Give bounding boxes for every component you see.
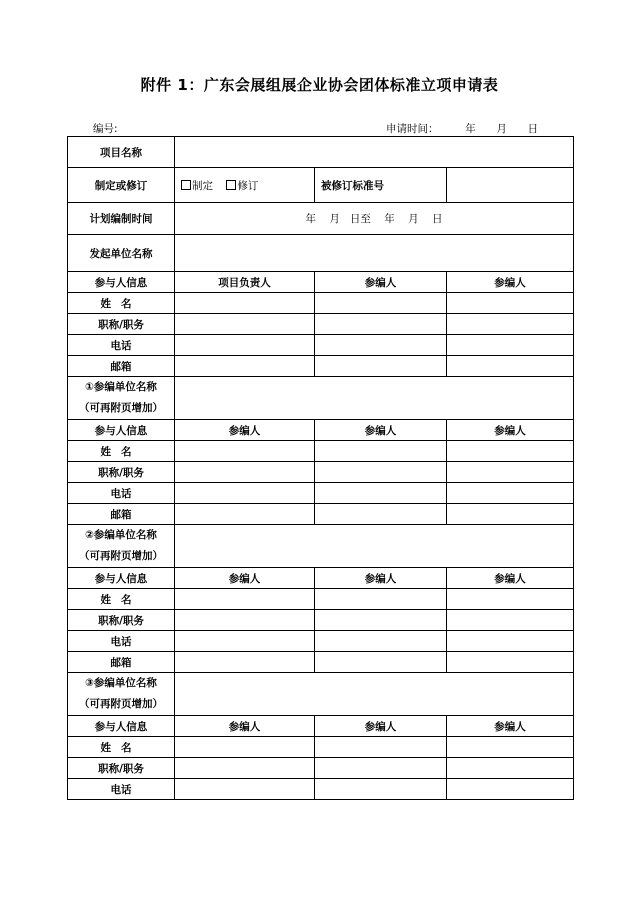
project-name-label: 项目名称	[68, 137, 175, 168]
input-cell[interactable]	[315, 293, 447, 314]
unit2-name-label: ②参编单位名称	[85, 529, 157, 541]
input-cell[interactable]	[447, 631, 574, 652]
email-label: 邮箱	[68, 504, 175, 525]
phone-label: 电话	[68, 779, 175, 800]
input-cell[interactable]	[315, 652, 447, 673]
input-cell[interactable]	[315, 356, 447, 377]
phone-label: 电话	[68, 335, 175, 356]
number-label: 编号:	[93, 123, 118, 135]
input-cell[interactable]	[315, 631, 447, 652]
sponsor-unit-label: 发起单位名称	[68, 235, 175, 272]
unit1-name-label: ①参编单位名称	[85, 381, 157, 393]
revised-std-no-field[interactable]	[447, 168, 574, 203]
option-revise-label: 修订	[237, 179, 259, 192]
project-leader-header: 项目负责人	[175, 272, 315, 293]
checkbox-icon[interactable]	[181, 180, 191, 190]
option-make[interactable]	[181, 180, 213, 192]
revised-std-no-label: 被修订标准号	[315, 168, 447, 203]
option-revise[interactable]	[226, 180, 258, 192]
plan-time-value[interactable]: 年 月 日至 年 月 日	[175, 203, 574, 235]
title-position-label: 职称/职务	[68, 758, 175, 779]
title-position-row	[68, 758, 574, 779]
input-cell[interactable]	[447, 610, 574, 631]
input-cell[interactable]	[175, 779, 315, 800]
unit1-field[interactable]	[175, 377, 574, 420]
editor-header: 参编人	[315, 420, 447, 441]
editor-header: 参编人	[315, 716, 447, 737]
title-position-label: 职称/职务	[68, 314, 175, 335]
participant-header-row	[68, 568, 574, 589]
input-cell[interactable]	[315, 504, 447, 525]
email-label: 邮箱	[68, 356, 175, 377]
unit3-name-label: ③参编单位名称	[85, 677, 157, 689]
project-name-row	[68, 137, 574, 168]
email-label: 邮箱	[68, 652, 175, 673]
input-cell[interactable]	[175, 356, 315, 377]
input-cell[interactable]	[175, 737, 315, 758]
input-cell[interactable]	[315, 737, 447, 758]
editor-header: 参编人	[447, 272, 574, 293]
input-cell[interactable]	[175, 589, 315, 610]
input-cell[interactable]	[315, 314, 447, 335]
name-label: 姓名	[68, 293, 175, 314]
input-cell[interactable]	[175, 314, 315, 335]
page-title: 附件 1：广东会展组展企业协会团体标准立项申请表	[140, 76, 499, 94]
input-cell[interactable]	[447, 314, 574, 335]
input-cell[interactable]	[315, 779, 447, 800]
input-cell[interactable]	[315, 441, 447, 462]
input-cell[interactable]	[315, 610, 447, 631]
title-position-label: 职称/职务	[68, 462, 175, 483]
input-cell[interactable]	[447, 335, 574, 356]
phone-row	[68, 631, 574, 652]
input-cell[interactable]	[447, 356, 574, 377]
apply-month: 月	[496, 123, 507, 135]
project-name-field[interactable]	[175, 137, 574, 168]
name-row	[68, 589, 574, 610]
unit2-row	[68, 525, 574, 568]
editor-header: 参编人	[175, 568, 315, 589]
input-cell[interactable]	[447, 589, 574, 610]
participant-info-label: 参与人信息	[68, 272, 175, 293]
apply-time-label: 申请时间：	[386, 123, 439, 135]
input-cell[interactable]	[315, 462, 447, 483]
email-row	[68, 504, 574, 525]
editor-header: 参编人	[447, 716, 574, 737]
input-cell[interactable]	[175, 504, 315, 525]
phone-label: 电话	[68, 483, 175, 504]
input-cell[interactable]	[175, 652, 315, 673]
participant-info-label: 参与人信息	[68, 420, 175, 441]
input-cell[interactable]	[447, 737, 574, 758]
apply-day: 日	[527, 123, 539, 135]
input-cell[interactable]	[447, 483, 574, 504]
input-cell[interactable]	[175, 610, 315, 631]
name-label: 姓名	[68, 737, 175, 758]
unit3-row	[68, 673, 574, 716]
attach-more-note: （可再附页增加）	[79, 550, 163, 562]
unit1-label	[68, 377, 175, 420]
plan-time-row	[68, 203, 574, 235]
input-cell[interactable]	[447, 504, 574, 525]
participant-info-label: 参与人信息	[68, 716, 175, 737]
editor-header: 参编人	[447, 568, 574, 589]
phone-label: 电话	[68, 631, 175, 652]
checkbox-icon[interactable]	[226, 180, 236, 190]
editor-header: 参编人	[447, 420, 574, 441]
input-cell[interactable]	[447, 441, 574, 462]
editor-header: 参编人	[175, 420, 315, 441]
unit3-label	[68, 673, 175, 716]
make-or-revise-options	[175, 168, 315, 203]
input-cell[interactable]	[447, 462, 574, 483]
input-cell[interactable]	[447, 652, 574, 673]
participant-header-row	[68, 420, 574, 441]
participant-header-row	[68, 716, 574, 737]
input-cell[interactable]	[175, 483, 315, 504]
option-make-label: 制定	[192, 179, 213, 192]
input-cell[interactable]	[315, 483, 447, 504]
attach-more-note: （可再附页增加）	[79, 698, 163, 710]
unit2-field[interactable]	[175, 525, 574, 568]
unit2-label	[68, 525, 175, 568]
title-position-label: 职称/职务	[68, 610, 175, 631]
input-cell[interactable]	[175, 631, 315, 652]
sponsor-unit-field[interactable]	[175, 235, 574, 272]
plan-time-label: 计划编制时间	[68, 203, 175, 235]
participant-header-row	[68, 272, 574, 293]
make-or-revise-label: 制定或修订	[68, 168, 175, 203]
email-row	[68, 652, 574, 673]
apply-year: 年	[465, 123, 476, 135]
input-cell[interactable]	[447, 779, 574, 800]
input-cell[interactable]	[175, 758, 315, 779]
name-row	[68, 441, 574, 462]
input-cell[interactable]	[315, 589, 447, 610]
input-cell[interactable]	[175, 441, 315, 462]
application-form-table	[67, 136, 574, 800]
phone-row	[68, 779, 574, 800]
input-cell[interactable]	[315, 335, 447, 356]
title-position-row	[68, 610, 574, 631]
input-cell[interactable]	[447, 293, 574, 314]
input-cell[interactable]	[175, 462, 315, 483]
make-or-revise-row	[68, 168, 574, 203]
sponsor-unit-row	[68, 235, 574, 272]
input-cell[interactable]	[175, 293, 315, 314]
unit1-row	[68, 377, 574, 420]
title-position-row	[68, 462, 574, 483]
name-label: 姓名	[68, 441, 175, 462]
input-cell[interactable]	[175, 335, 315, 356]
email-row	[68, 356, 574, 377]
attach-more-note: （可再附页增加）	[79, 402, 163, 414]
unit3-field[interactable]	[175, 673, 574, 716]
name-label: 姓名	[68, 589, 175, 610]
phone-row	[68, 335, 574, 356]
participant-info-label: 参与人信息	[68, 568, 175, 589]
name-row	[68, 293, 574, 314]
editor-header: 参编人	[315, 568, 447, 589]
phone-row	[68, 483, 574, 504]
editor-header: 参编人	[175, 716, 315, 737]
input-cell[interactable]	[315, 758, 447, 779]
editor-header: 参编人	[315, 272, 447, 293]
title-position-row	[68, 314, 574, 335]
input-cell[interactable]	[447, 758, 574, 779]
name-row	[68, 737, 574, 758]
apply-time	[386, 121, 538, 136]
